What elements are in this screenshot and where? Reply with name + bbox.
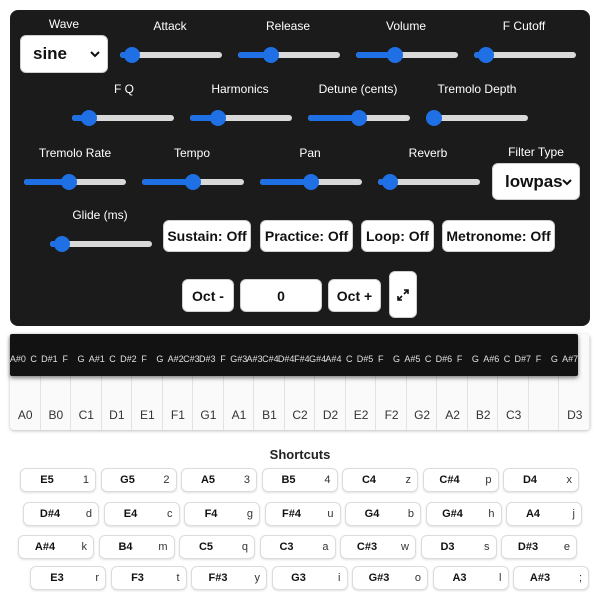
shortcut-button[interactable]	[191, 566, 267, 590]
detune-slider[interactable]	[308, 110, 410, 126]
f-cutoff-label: F Cutoff	[502, 19, 546, 33]
shortcut-key: k	[81, 541, 87, 553]
release-label: Release	[265, 19, 311, 33]
black-key-label: F	[378, 354, 384, 364]
white-key-label: A2	[445, 408, 460, 422]
f-cutoff-slider-thumb[interactable]	[478, 47, 494, 63]
shortcut-key: ;	[578, 572, 582, 584]
black-key-label: F	[62, 354, 68, 364]
shortcut-note: C3	[279, 541, 294, 553]
black-key-label: A#7	[562, 354, 578, 364]
shortcut-button[interactable]	[18, 535, 94, 559]
white-key-label: F2	[384, 408, 399, 422]
octave-up-button[interactable]: Oct +	[328, 279, 381, 312]
shortcuts-title: Shortcuts	[269, 447, 331, 462]
glide-label: Glide (ms)	[72, 208, 128, 222]
black-key-label: C	[345, 354, 353, 364]
detune-slider-thumb[interactable]	[351, 110, 367, 126]
black-key-label: G	[471, 354, 479, 364]
pan-slider-thumb[interactable]	[303, 174, 319, 190]
shortcut-button[interactable]	[342, 468, 418, 492]
harmonics-slider-thumb[interactable]	[210, 110, 226, 126]
release-slider[interactable]	[238, 47, 340, 63]
black-key-label: C	[109, 354, 116, 364]
shortcut-note: C4	[361, 474, 377, 486]
shortcut-key: a	[322, 541, 329, 553]
black-key-label: A#0	[10, 354, 26, 364]
wave-select-value: sine	[33, 44, 68, 63]
shortcut-note: G3	[291, 572, 306, 584]
chevron-down-icon	[561, 176, 573, 188]
shortcut-note: F#3	[208, 572, 228, 584]
shortcut-note: E4	[123, 508, 138, 520]
attack-slider[interactable]	[120, 47, 222, 63]
black-key-label: A#5	[404, 354, 421, 364]
white-key-label: D2	[322, 408, 339, 422]
shortcut-note: B5	[281, 474, 296, 486]
white-key-label: D1	[109, 408, 125, 422]
shortcut-button[interactable]	[421, 535, 497, 559]
shortcut-button[interactable]	[101, 468, 177, 492]
f-cutoff-slider[interactable]	[474, 47, 576, 63]
shortcut-button[interactable]	[340, 535, 416, 559]
wave-label: Wave	[48, 17, 80, 31]
shortcut-button[interactable]	[272, 566, 348, 590]
black-key-label: C	[30, 354, 37, 364]
black-key-label: F	[456, 354, 463, 364]
shortcut-note: F#4	[282, 508, 301, 520]
black-key-label: C	[503, 354, 511, 364]
chevron-down-icon	[89, 48, 101, 60]
shortcut-note: G#4	[442, 508, 463, 520]
shortcut-key: o	[414, 572, 421, 584]
fullscreen-button[interactable]	[389, 271, 417, 318]
shortcut-note: C#3	[356, 541, 378, 553]
black-key-label: C	[424, 354, 432, 364]
shortcut-key: j	[572, 508, 575, 520]
shortcut-key: 3	[243, 474, 250, 486]
shortcut-button[interactable]	[433, 566, 509, 590]
white-key-label: B1	[262, 408, 277, 422]
black-key-label: D#5	[356, 354, 374, 364]
white-key-label: F1	[170, 408, 185, 422]
shortcut-note: G#3	[368, 572, 390, 584]
tremolo-depth-label: Tremolo Depth	[437, 82, 517, 96]
black-key-label: G	[77, 354, 85, 364]
pan-label: Pan	[299, 146, 321, 160]
shortcut-note: D3	[440, 541, 455, 553]
shortcut-key: c	[167, 508, 173, 520]
white-key-label: E1	[140, 408, 155, 422]
volume-slider[interactable]	[356, 47, 458, 63]
shortcut-note: A#3	[529, 572, 551, 584]
black-key-label: F	[141, 354, 147, 364]
shortcut-key: l	[499, 572, 502, 584]
white-key-label: G1	[200, 408, 217, 422]
shortcut-key: g	[246, 508, 253, 520]
harmonics-label: Harmonics	[211, 82, 269, 96]
black-key-label: G	[550, 354, 558, 364]
tempo-slider-thumb[interactable]	[185, 174, 201, 190]
tremolo-depth-slider-thumb[interactable]	[426, 110, 442, 126]
filter-type-select-value: lowpas	[505, 171, 563, 191]
reverb-slider[interactable]	[378, 174, 480, 190]
black-keys-strip	[10, 334, 578, 376]
metronome-toggle-button[interactable]: Metronome: Off	[442, 220, 555, 252]
shortcut-button[interactable]	[181, 468, 257, 492]
shortcut-button[interactable]	[265, 502, 341, 526]
volume-label: Volume	[385, 19, 427, 33]
shortcut-key: m	[158, 541, 168, 553]
shortcut-key: z	[405, 474, 411, 486]
shortcut-note: E3	[50, 572, 64, 584]
shortcut-key: d	[85, 508, 92, 520]
black-key-label: F	[535, 354, 542, 364]
octave-down-button[interactable]: Oct -	[182, 279, 234, 312]
shortcut-button[interactable]	[345, 502, 421, 526]
harmonics-slider[interactable]	[190, 110, 292, 126]
tremolo-rate-label: Tremolo Rate	[38, 146, 112, 160]
octave-value-field[interactable]: 0	[240, 279, 322, 312]
shortcut-key: y	[254, 572, 260, 584]
shortcut-note: B4	[118, 541, 133, 553]
shortcut-key: i	[338, 572, 341, 584]
shortcut-key: w	[401, 541, 409, 553]
shortcut-note: G4	[364, 508, 380, 520]
sustain-toggle-button[interactable]: Sustain: Off	[163, 220, 251, 252]
black-key-label: A#3	[246, 354, 263, 364]
shortcut-note: D#4	[39, 508, 61, 520]
shortcut-key: p	[485, 474, 492, 486]
shortcut-key: x	[566, 474, 572, 486]
white-key-label: B0	[48, 408, 64, 422]
detune-label: Detune (cents)	[318, 82, 398, 96]
shortcut-note: F3	[131, 572, 144, 584]
shortcut-button[interactable]	[506, 502, 582, 526]
black-key-label: G	[393, 354, 401, 364]
black-key-label: F	[220, 354, 226, 364]
shortcut-key: q	[241, 541, 248, 553]
expand-icon	[397, 289, 409, 301]
shortcut-button[interactable]	[99, 535, 175, 559]
white-key-label: C1	[78, 408, 94, 422]
tremolo-rate-slider[interactable]	[24, 174, 126, 190]
shortcut-button[interactable]	[179, 535, 255, 559]
shortcut-button[interactable]	[23, 502, 99, 526]
black-key-label: F#4	[294, 354, 310, 364]
shortcut-button[interactable]	[513, 566, 589, 590]
piano-keyboard	[10, 334, 590, 430]
shortcut-button[interactable]	[20, 468, 96, 492]
black-key-label: A#2	[167, 354, 184, 364]
black-key-label: G#4	[309, 354, 327, 364]
black-key-label: D#4	[277, 354, 295, 364]
shortcut-button[interactable]	[501, 535, 577, 559]
f-q-label: F Q	[114, 82, 134, 96]
shortcut-button[interactable]	[111, 566, 187, 590]
shortcut-button[interactable]	[426, 502, 502, 526]
shortcut-key: e	[563, 541, 570, 553]
f-q-slider-thumb[interactable]	[81, 110, 97, 126]
black-key-label: A#1	[88, 354, 105, 364]
reverb-slider-thumb[interactable]	[382, 174, 398, 190]
shortcut-button[interactable]	[352, 566, 428, 590]
glide-slider[interactable]	[50, 236, 152, 252]
shortcut-key: b	[407, 508, 414, 520]
practice-toggle-button[interactable]: Practice: Off	[260, 220, 353, 252]
attack-slider-thumb[interactable]	[124, 47, 140, 63]
white-key-label: B2	[475, 408, 491, 422]
black-key-label: G	[156, 354, 164, 364]
shortcut-button[interactable]	[104, 502, 180, 526]
black-key-label: A#4	[325, 354, 342, 364]
tempo-slider[interactable]	[142, 174, 244, 190]
shortcut-note: A5	[200, 474, 216, 486]
shortcut-note: A#4	[34, 541, 56, 553]
shortcut-note: G5	[120, 474, 135, 486]
white-key-label: D3	[567, 408, 583, 422]
control-panel	[10, 10, 590, 326]
pan-slider[interactable]	[260, 174, 362, 190]
black-key-label: C#4	[262, 354, 279, 364]
white-key-label: G2	[414, 408, 431, 422]
shortcut-key: s	[484, 541, 490, 553]
shortcut-button[interactable]	[262, 468, 338, 492]
loop-toggle-button[interactable]: Loop: Off	[361, 220, 434, 252]
filter-type-select[interactable]	[492, 163, 580, 200]
white-key-label: A0	[17, 408, 33, 422]
shortcut-button[interactable]	[30, 566, 106, 590]
white-key-label: A1	[231, 408, 247, 422]
black-key-label: D#7	[514, 354, 532, 364]
tremolo-rate-slider-thumb[interactable]	[61, 174, 77, 190]
black-key-label: A#6	[483, 354, 500, 364]
release-slider-thumb[interactable]	[263, 47, 279, 63]
white-key-label: C3	[506, 408, 522, 422]
shortcut-key: 1	[82, 474, 89, 486]
shortcut-key: h	[488, 508, 495, 520]
black-key-label: D#6	[435, 354, 453, 364]
shortcut-button[interactable]	[260, 535, 336, 559]
white-key-label: E2	[353, 408, 369, 422]
glide-slider-thumb[interactable]	[54, 236, 70, 252]
shortcut-note: A3	[452, 572, 467, 584]
black-key-label: D#2	[120, 354, 137, 364]
shortcut-button[interactable]	[423, 468, 499, 492]
shortcut-note: C5	[198, 541, 214, 553]
shortcut-key: 4	[324, 474, 331, 486]
shortcut-button[interactable]	[184, 502, 260, 526]
black-key-label: D#1	[41, 354, 58, 364]
shortcut-note: A4	[525, 508, 541, 520]
black-key-label: G#3	[230, 354, 248, 364]
reverb-label: Reverb	[408, 146, 448, 160]
filter-type-label: Filter Type	[508, 145, 564, 159]
shortcut-button[interactable]	[503, 468, 579, 492]
shortcut-key: 2	[163, 474, 170, 486]
shortcut-note: D#3	[517, 541, 539, 553]
shortcut-note: F4	[204, 508, 218, 520]
volume-slider-thumb[interactable]	[387, 47, 403, 63]
white-key-label: C2	[292, 408, 308, 422]
tremolo-depth-slider[interactable]	[426, 110, 528, 126]
shortcut-note: C#4	[439, 474, 460, 486]
shortcut-key: t	[176, 572, 180, 584]
shortcut-note: D4	[522, 474, 538, 486]
shortcut-note: E5	[40, 474, 54, 486]
tempo-label: Tempo	[173, 146, 211, 160]
wave-select[interactable]	[20, 35, 108, 73]
black-key-label: C#3	[183, 354, 200, 364]
f-q-slider[interactable]	[72, 110, 174, 126]
black-key-label: D#3	[198, 354, 216, 364]
attack-label: Attack	[153, 19, 187, 33]
shortcut-key: r	[95, 572, 99, 584]
shortcut-key: u	[327, 508, 334, 520]
